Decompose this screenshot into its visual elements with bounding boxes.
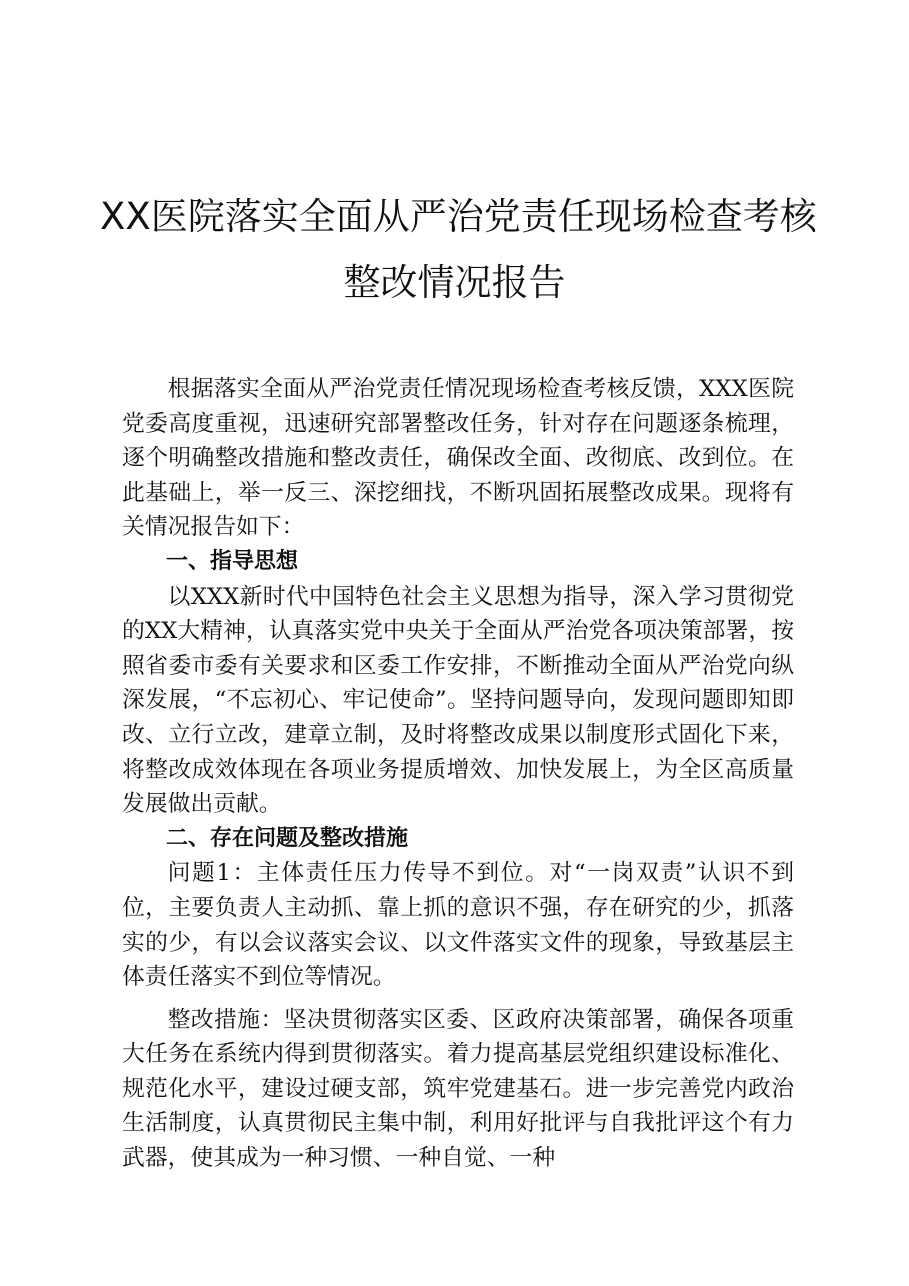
section-heading-problems-measures: 二、存在问题及整改措施: [166, 825, 409, 851]
measure-1-paragraph: 整改措施：坚决贯彻落实区委、区政府决策部署，确保各项重大任务在系统内得到贯彻落实。着力提高基层党组织建设标准化、规范化水平，建设过硬支部，筑牢党建基石。进一步完善党内政治生活制度，认真贯彻民主集中制，利用好批评与自我批评这个有力武器，使其成为一种习惯、一种自觉、一种: [122, 1006, 794, 1172]
document-body: [122, 372, 794, 1176]
section-heading-guiding-thought: 一、指导思想: [166, 548, 299, 574]
document-title-line2: 整改情况报告: [343, 261, 566, 304]
problem-1-paragraph: 问题1：主体责任压力传导不到位。对“一岗双责”认识不到位，主要负责人主动抓、靠上抓的意识不强，存在研究的少，抓落实的少，有以会议落实会议、以文件落实文件的现象，导致基层主体责任落实不到位等情况。: [122, 860, 794, 991]
intro-paragraph: 根据落实全面从严治党责任情况现场检查考核反馈，XXX医院党委高度重视，迅速研究部署整改任务，针对存在问题逐条梳理，逐个明确整改措施和整改责任，确保改全面、改彻底、改到位。在此基础上，举一反三、深挖细找，不断巩固拓展整改成果。现将有关情况报告如下：: [122, 376, 794, 541]
paragraph-gap: [122, 995, 794, 1003]
guiding-thought-paragraph: 以XXX新时代中国特色社会主义思想为指导，深入学习贯彻党的XX大精神，认真落实党中央关于全面从严治党各项决策部署，按照省委市委有关要求和区委工作安排，不断推动全面从严治党向纵深发展，“不忘初心、牢记使命”。坚持问题导向，发现问题即知即改、立行立改，建章立制，及时将整改成果以制度形式固化下来，将整改成效体现在各项业务提质增效、加快发展上，为全区高质量发展做出贡献。: [122, 583, 794, 818]
document-title-line1: XX医院落实全面从严治党责任现场检查考核: [100, 195, 817, 238]
